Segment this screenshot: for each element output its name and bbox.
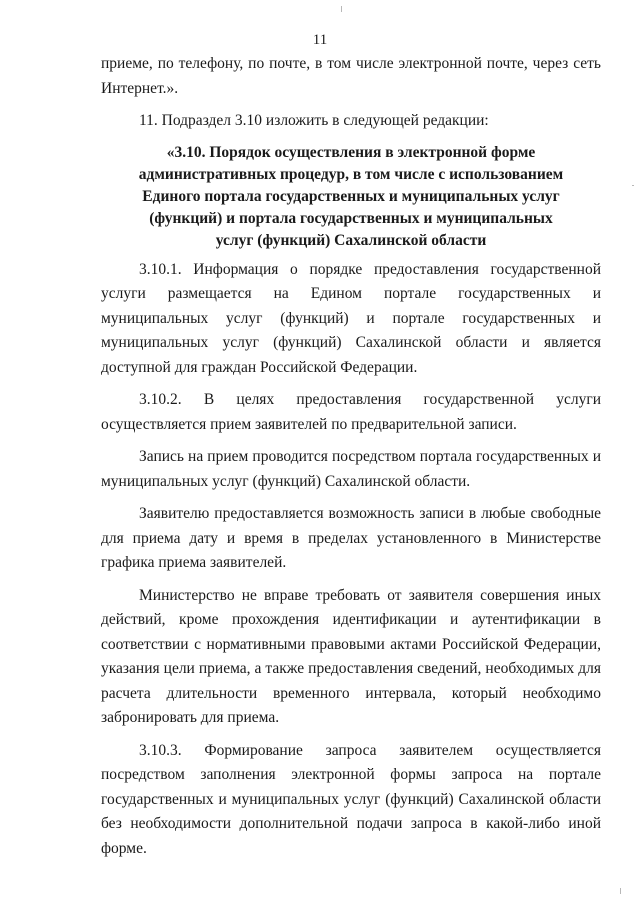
paragraph-3-10-1: 3.10.1. Информация о порядке предоставления государственной услуги размещается на Едином портале государственных и муниципальных услуг (функций) и портале государственных и муниципальных услуг (функций) Сахалинской области и является доступной для граждан Российской Федерации. — [101, 260, 601, 376]
continuation-paragraph: приеме, по телефону, по почте, в том числе электронной почте, через сеть Интернет.». — [101, 55, 601, 97]
section-title-line: административных процедур, в том числе с использованием — [138, 165, 564, 183]
document-body — [101, 52, 601, 861]
scan-artifact-top — [341, 6, 342, 12]
amendment-paragraph: 11. Подраздел 3.10 изложить в следующей редакции: — [139, 112, 489, 129]
page-number: 11 — [312, 32, 328, 48]
paragraph-appointment-portal: Запись на прием проводится посредством портала государственных и муниципальных услуг (функций) Сахалинской области. — [101, 448, 601, 490]
section-title-line: услуг (функций) Сахалинской области — [215, 231, 487, 249]
section-title — [101, 142, 601, 252]
section-title-line: Единого портала государственных и муниципальных услуг — [142, 187, 560, 205]
paragraph-3-10-3: 3.10.3. Формирование запроса заявителем осуществляется посредством заполнения электронной формы запроса на портале государственных и муниципальных услуг (функций) Сахалинской области без необходимости дополнительной подачи запроса в какой-либо иной форме. — [101, 741, 601, 857]
paragraph-appointment-time: Заявителю предоставляется возможность записи в любые свободные для приема дату и время в пределах установленного в Министерстве графика приема заявителей. — [101, 505, 601, 571]
paragraph-ministry-restrictions: Министерство не вправе требовать от заявителя совершения иных действий, кроме прохождения идентификации и аутентификации в соответствии с нормативными правовыми актами Российской Федерации, указания цели приема, а также предоставления сведений, необходимых для расчета длительности временного интервала, который необходимо забронировать для приема. — [101, 586, 601, 726]
scan-artifact-right — [632, 185, 634, 186]
section-title-line: (функций) и портала государственных и муниципальных — [149, 209, 553, 227]
paragraph-3-10-2: 3.10.2. В целях предоставления государственной услуги осуществляется прием заявителей по предварительной записи. — [101, 391, 601, 433]
scan-artifact-bottom — [620, 888, 621, 894]
section-title-line: «3.10. Порядок осуществления в электронной форме — [166, 143, 536, 161]
